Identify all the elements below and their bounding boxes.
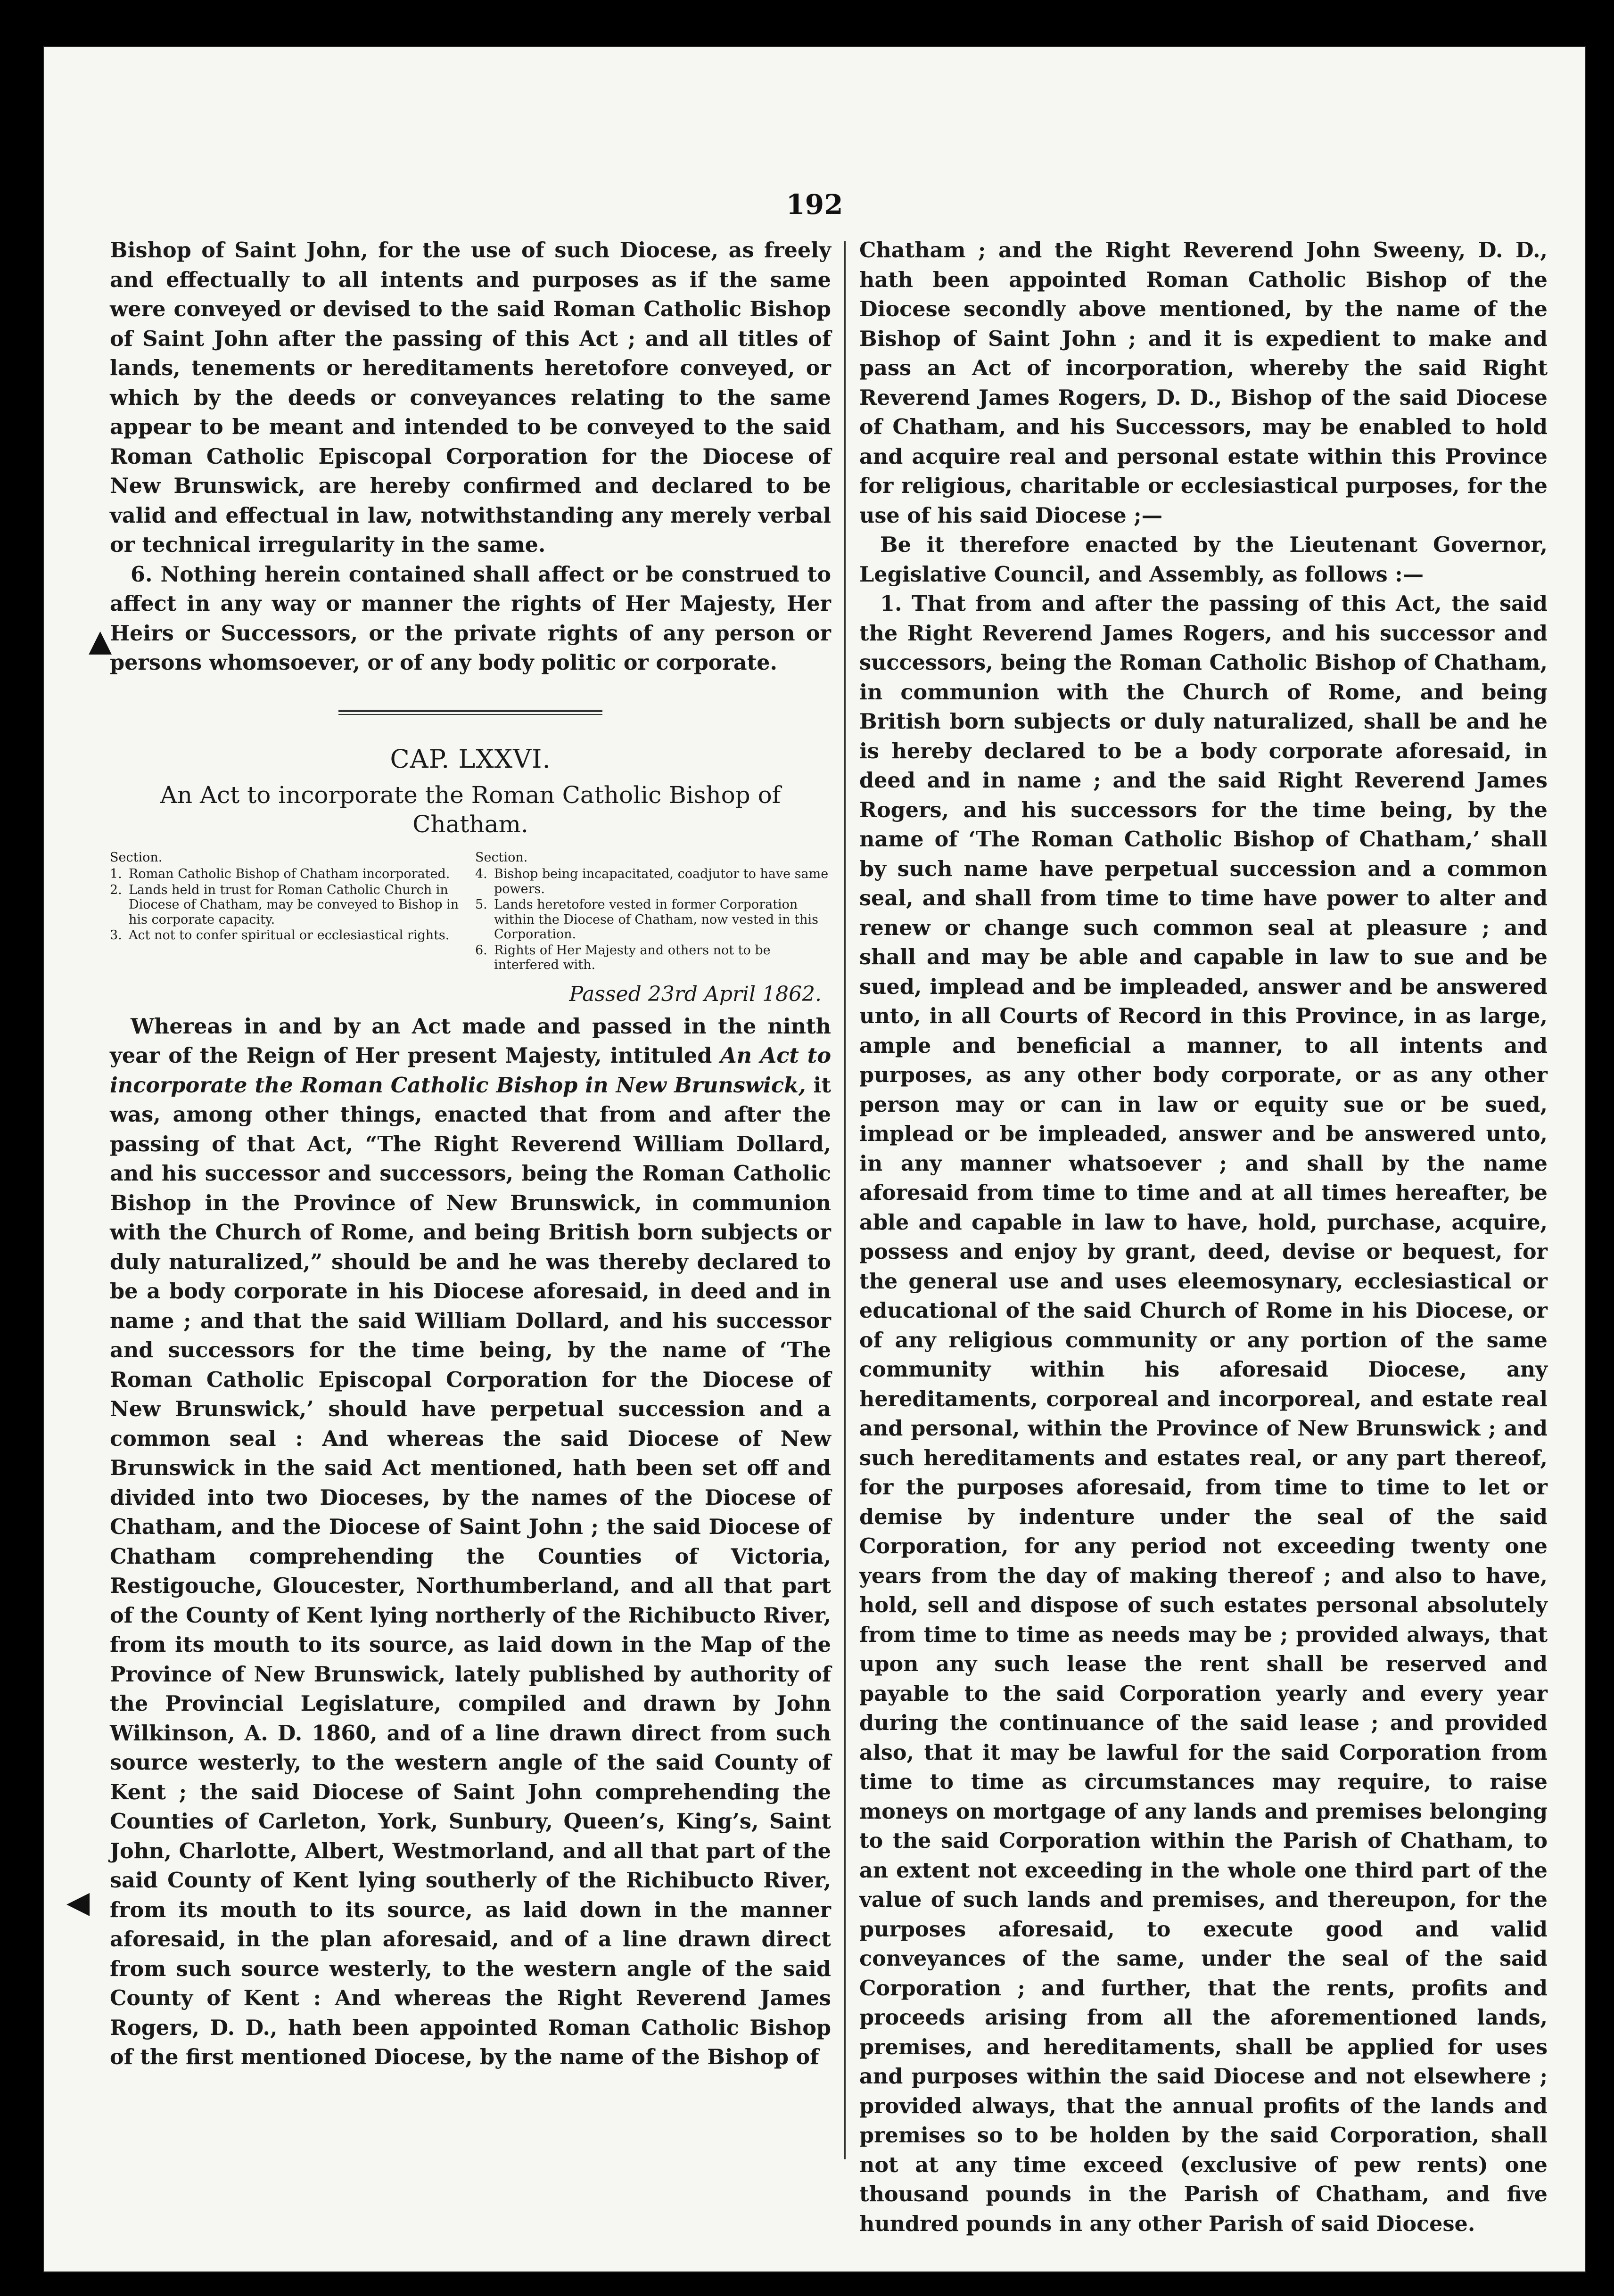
opening-paragraph: Bishop of Saint John, for the use of such Diocese, as freely and effectually to all intents and purposes as if the same were conveyed or devised to the said Roman Catholic Bishop of Saint John after the passing of this Act ; and all titles of lands, tenements or hereditaments heretofore conveyed, or which by the deeds or conveyances relating to the same appear to be meant and intended to be conveyed to the said Roman Catholic Episcopal Corporation for the Diocese of New Brunswick, are hereby confirmed and declared to be valid and effectual in law, notwithstanding any merely verbal or technical irregularity in the same. bbox=[110, 238, 831, 557]
section-index-heading: Section. bbox=[475, 850, 528, 865]
whereas-text-rest: it was, among other things, enacted that from and after the passing of that Act, “The Right Reverend William Dollard, and his successor and successors, being the Roman Catholic Bishop in the Province of New Brunswick, in communion with the Church of Rome, and being British born subjects or duly naturalized,” should be and he was thereby declared to be a body corporate in his Diocese aforesaid, in deed and in name ; and that the said William Dollard, and his successor and successors for the time being, by the name of ‘The Roman Catholic Episcopal Corporation for the Diocese of New Brunswick,’ should have perpetual succession and a common seal : And whereas the said Diocese of New Brunswick in the said Act mentioned, hath been set off and divided into two Dioceses, by the names of the Diocese of Chatham, and the Diocese of Saint John ; the said Diocese of Chatham comprehending the Counties of Victoria, Restigouche, Gloucester, Northumberland, and all that part of the County of Kent lying northerly of the Richibucto River, from its mouth to its source, as laid down in the Map of the Province of New Brunswick, lately published by authority of the Provincial Legislature, compiled and drawn by John Wilkinson, A. D. 1860, and of a line drawn direct from such source westerly, to the western angle of the said County of Kent ; the said Diocese of Saint John comprehending the Counties of Carleton, York, Sunbury, Queen’s, King’s, Saint John, Charlotte, Albert, Westmorland, and all that part of the said County of Kent lying southerly of the Richibucto River, from its mouth to its source, as laid down in the manner aforesaid, in the plan aforesaid, and of a line drawn direct from such source westerly, to the western angle of the said County of Kent : And whereas the Right Reverend James Rogers, D. D., hath been appointed Roman Catholic Bishop of the first mentioned Diocese, by the name of the Bishop of bbox=[110, 1073, 832, 2069]
act-citation: An Act to incorporate the Roman Catholic Bishop in New Brunswick, bbox=[110, 1043, 831, 1098]
section-entry bbox=[110, 867, 466, 882]
margin-arrow-mark: ▲ bbox=[89, 623, 112, 658]
section-text: Act not to confer spiritual or ecclesiastical rights. bbox=[129, 928, 450, 943]
whereas-paragraph bbox=[110, 1012, 831, 2072]
section-number: 4. bbox=[475, 867, 487, 881]
section-1-paragraph: 1. That from and after the passing of this Act, the said the Right Reverend James Rogers, and his successor and successors, being the Roman Catholic Bishop of Chatham, in communion with the Church of Rome, and being British born subjects or duly naturalized, shall be and he is hereby declared to be a body corporate aforesaid, in deed and in name ; and the said Right Reverend James Rogers, and his successors for the time being, by the name of ‘The Roman Catholic Bishop of Chatham,’ shall by such name have perpetual succession and a common seal, and shall from time to time have power to alter and renew or change such common seal at pleasure ; and shall and may be able and capable in law to sue and be sued, implead and be impleaded, answer and be answered unto, in all Courts of Record in this Province, in as large, ample and beneficial a manner, to all intents and purposes, as any other body corporate, or as any other person may or can in law or equity sue or be sued, implead or be impleaded, answer and be answered unto, in any manner whatsoever ; and shall by the name aforesaid from time to time and at all times hereafter, be able and capable in law to have, hold, purchase, acquire, possess and enjoy by grant, deed, devise or bequest, for the general use and uses eleemosynary, ecclesiastical or educational of the said Church of Rome in his Diocese, or of any religious community or any portion of the same community within his aforesaid Diocese, any hereditaments, corporeal and incorporeal, and estate real and personal, within the Province of New Brunswick ; and such hereditaments and estates real, or any part thereof, for the purposes aforesaid, from time to time to let or demise by indenture under the seal of the said Corporation, for any period not exceeding twenty one years from the day of making thereof ; and also to have, hold, sell and dispose of such estates personal absolutely from time to time as needs may be ; provided always, that upon any such lease the rent shall be reserved and payable to the said Corporation yearly and every year during the continuance of the said lease ; and provided also, that it may be lawful for the said Corporation from time to time as circumstances may require, to raise moneys on mortgage of any lands and premises belonging to the said Corporation within the Parish of Chatham, to an extent not exceeding in the whole one third part of the value of such lands and premises, and thereupon, for the purposes aforesaid, to execute good and valid conveyances of the same, under the seal of the said Corporation ; and further, that the rents, profits and proceeds arising from all the aforementioned lands, premises, and hereditaments, shall be applied for uses and purposes within the said Diocese and not elsewhere ; provided always, that the annual profits of the lands and premises so to be holden by the said Corporation, shall not at any time exceed (exclusive of pew rents) one thousand pounds in the Parish of Chatham, and five hundred pounds in any other Parish of said Diocese. bbox=[859, 591, 1548, 2236]
double-rule bbox=[338, 710, 602, 715]
section-entry bbox=[475, 943, 831, 973]
section-entry bbox=[110, 928, 466, 943]
section-entry bbox=[475, 897, 831, 942]
left-column bbox=[110, 236, 831, 2072]
chapter-heading: CAP. LXXVI. bbox=[390, 744, 551, 774]
section-number: 5. bbox=[475, 897, 487, 912]
section-text: Bishop being incapacitated, coadjutor to have same powers. bbox=[494, 867, 829, 896]
section-number: 2. bbox=[110, 882, 122, 897]
section-index-left bbox=[110, 850, 475, 974]
whereas-text-start: Whereas in and by an Act made and passed in the ninth year of the Reign of Her present Majesty, intituled bbox=[110, 1014, 831, 1068]
section-number: 6. bbox=[475, 943, 487, 958]
section-index-right bbox=[475, 850, 831, 974]
section-number: 3. bbox=[110, 928, 122, 943]
passed-date: Passed 23rd April 1862. bbox=[569, 982, 822, 1006]
section-index-heading: Section. bbox=[110, 850, 163, 865]
section-index bbox=[110, 850, 831, 974]
section-6-paragraph: 6. Nothing herein contained shall affect or be construed to affect in any way or manner the rights of Her Majesty, Her Heirs or Successors, or the private rights of any person or persons whomsoever, or of any body politic or corporate. bbox=[110, 562, 831, 675]
section-text: Rights of Her Majesty and others not to be interfered with. bbox=[494, 943, 771, 972]
section-text: Lands held in trust for Roman Catholic Church in Diocese of Chatham, may be conveyed to Bishop in his corporate capacity. bbox=[129, 882, 459, 927]
section-entry bbox=[475, 867, 831, 896]
act-title: An Act to incorporate the Roman Catholic Bishop of Chatham. bbox=[160, 781, 781, 838]
right-column bbox=[859, 236, 1548, 2239]
page-number: 192 bbox=[786, 189, 843, 221]
section-text: Lands heretofore vested in former Corporation within the Diocese of Chatham, now vested in this Corporation. bbox=[494, 897, 818, 942]
document-page bbox=[44, 47, 1585, 2271]
section-text: Roman Catholic Bishop of Chatham incorporated. bbox=[129, 867, 450, 881]
continuation-paragraph: Chatham ; and the Right Reverend John Sweeny, D. D., hath been appointed Roman Catholic Bishop of the Diocese secondly above mentioned, by the name of the Bishop of Saint John ; and it is expedient to make and pass an Act of incorporation, whereby the said Right Reverend James Rogers, D. D., Bishop of the said Diocese of Chatham, and his Successors, may be enabled to hold and acquire real and personal estate within this Province for religious, charitable or ecclesiastical purposes, for the use of his said Diocese ;— bbox=[859, 238, 1548, 528]
column-divider bbox=[844, 241, 846, 2159]
section-number: 1. bbox=[110, 867, 122, 881]
enacting-clause: Be it therefore enacted by the Lieutenant Governor, Legislative Council, and Assembly, as follows :— bbox=[859, 533, 1548, 587]
section-entry bbox=[110, 883, 466, 927]
margin-pointer-mark: ◀ bbox=[66, 1885, 90, 1920]
